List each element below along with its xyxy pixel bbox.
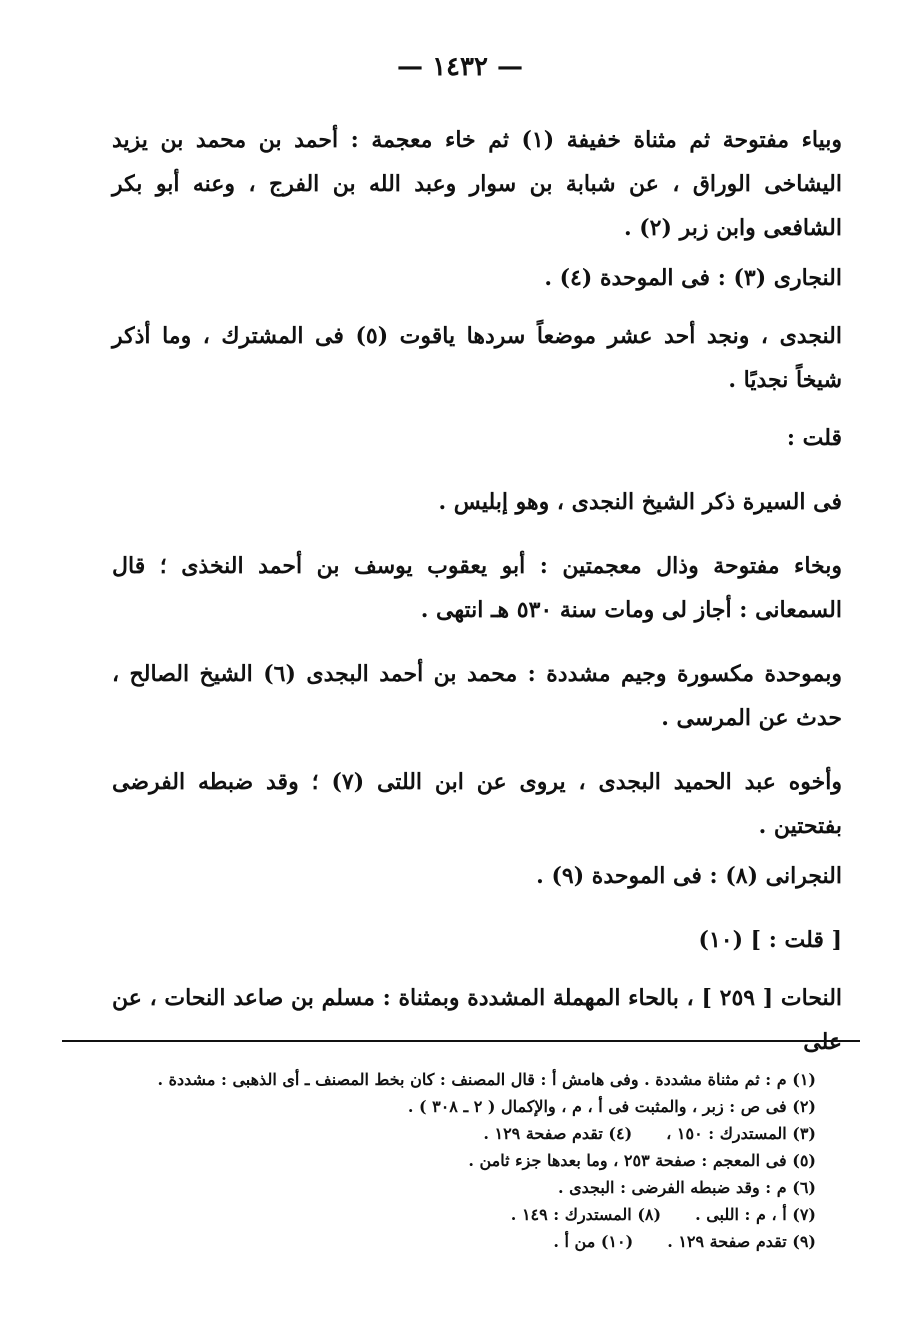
bracket-qult: [ قلت : ] (١٠) — [698, 927, 842, 953]
footnote-5: (٥) فى المعجم : صفحة ٢٥٣ ، وما بعدها جزء ثامن . — [468, 1151, 816, 1170]
footnote-9: (٩) تقدم صفحة ١٢٩ . — [667, 1232, 816, 1251]
paragraph-4: فى السيرة ذكر الشيخ النجدى ، وهو إبليس . — [438, 489, 842, 515]
paragraph-3: النجدى ، ونجد أحد عشر موضعاً سردها ياقوت (٥) فى المشترك ، وما أذكر شيخاً نجديًا . — [112, 323, 842, 393]
paragraph-1: وبياء مفتوحة ثم مثناة خفيفة (١) ثم خاء معجمة : أحمد بن محمد بن يزيد اليشاخى الوراق ، عن شبابة بن سوار وعبد الله بن الفرج ، وعنه أبو بكر الشافعى وابن زبر (٢) . — [112, 127, 843, 241]
footnote-10: (١٠) من أ . — [553, 1232, 634, 1251]
paragraph-7: وأخوه عبد الحميد البجدى ، يروى عن ابن اللتى (٧) ؛ وقد ضبطه الفرضى بفتحتين . — [112, 769, 842, 839]
footnote-6: (٦) م : وقد ضبطه الفرضى : البجدى . — [557, 1178, 816, 1197]
footnote-1: (١) م : ثم مثناة مشددة . وفى هامش أ : قال المصنف : كان بخط المصنف ـ أى الذهبى : مشددة . — [157, 1070, 816, 1089]
footnote-row-9-10 — [116, 1228, 816, 1255]
page-number: — ١٤٣٢ — — [397, 52, 523, 82]
paragraph-8: النجرانى (٨) : فى الموحدة (٩) . — [536, 863, 842, 889]
paragraph-2: النجارى (٣) : فى الموحدة (٤) . — [544, 265, 842, 291]
paragraph-5: وبخاء مفتوحة وذال معجمتين : أبو يعقوب يوسف بن أحمد النخذى ؛ قال السمعانى : أجاز لى ومات سنة ٥٣٠ هـ انتهى . — [112, 553, 842, 623]
paragraph-6: وبموحدة مكسورة وجيم مشددة : محمد بن أحمد البجدى (٦) الشيخ الصالح ، حدث عن المرسى . — [112, 661, 842, 731]
footnote-7: (٧) أ ، م : اللبى . — [695, 1205, 816, 1224]
main-text — [112, 118, 842, 1078]
paragraph-9: النحات [ ٢٥٩ ] ، بالحاء المهملة المشددة وبمثناة : مسلم بن صاعد النحات ، عن على — [112, 985, 843, 1055]
footnote-3: (٣) المستدرك : ١٥٠ ، — [666, 1124, 816, 1143]
footnote-4: (٤) تقدم صفحة ١٢٩ . — [483, 1124, 633, 1143]
footnote-2: (٢) فى ص : زبر ، والمثبت فى أ ، م ، والإكمال ( ٢ ـ ٣٠٨ ) . — [407, 1097, 816, 1116]
footnote-divider — [62, 1040, 860, 1042]
footnote-8: (٨) المستدرك : ١٤٩ . — [510, 1205, 662, 1224]
heading-qult: قلت : — [786, 425, 842, 451]
footnotes — [116, 1066, 816, 1255]
footnote-row-3-4 — [116, 1120, 816, 1147]
footnote-row-7-8 — [116, 1201, 816, 1228]
